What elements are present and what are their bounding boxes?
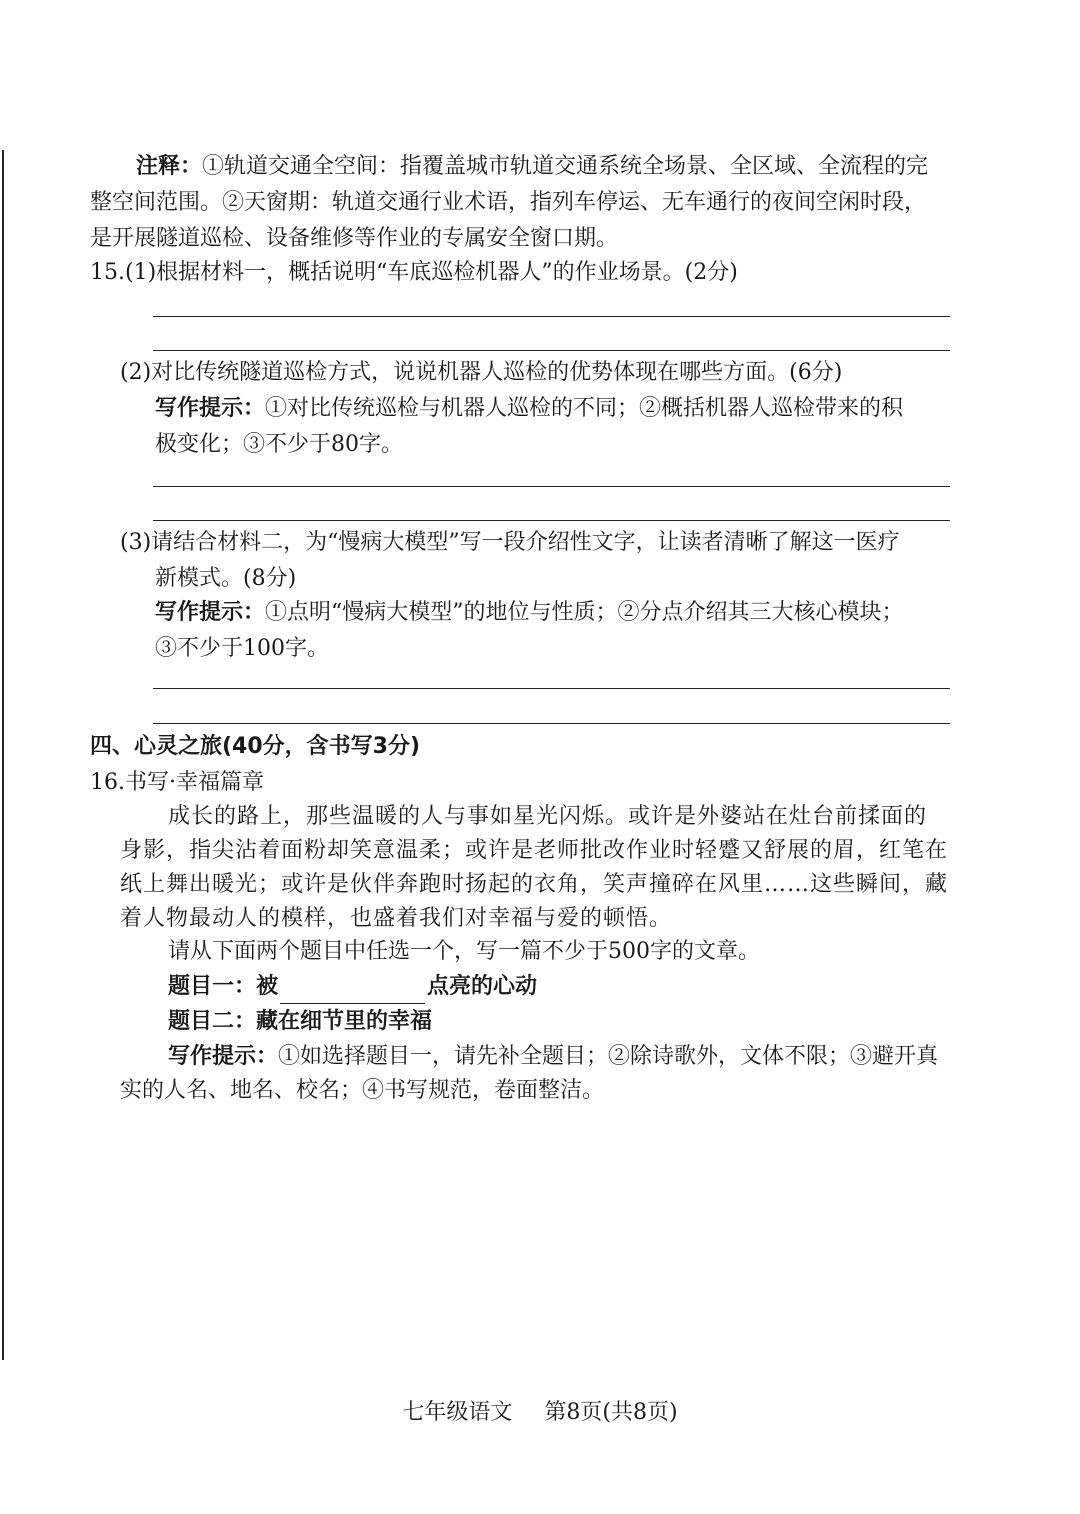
q15-part2-hint-text-1: ①对比传统巡检与机器人巡检的不同；②概括机器人巡检带来的积	[265, 396, 904, 421]
q16-instruction: 请从下面两个题目中任选一个，写一篇不少于500字的文章。	[168, 939, 760, 964]
answer-line[interactable]	[153, 316, 950, 317]
notes-line-3: 是开展隧道巡检、设备维修等作业的专属安全窗口期。	[90, 226, 619, 251]
q15-part2-hint-label: 写作提示：	[155, 396, 266, 421]
answer-line[interactable]	[153, 520, 950, 521]
footer-subject: 七年级语文	[402, 1400, 513, 1425]
q16-title: 16.书写·幸福篇章	[90, 770, 264, 795]
notes-line-2: 整空间范围。②天窗期：轨道交通行业术语，指列车停运、无车通行的夜间空闲时段，	[90, 190, 927, 215]
q16-hint-line-2: 实的人名、地名、校名；④书写规范，卷面整洁。	[120, 1078, 605, 1103]
topic-1-prefix: 题目一：被	[168, 974, 279, 999]
q15-part2-hint-line-1	[155, 392, 903, 426]
section-4-heading: 四、心灵之旅(40分，含书写3分)	[90, 734, 421, 759]
answer-line[interactable]	[153, 688, 950, 689]
notes-label: 注释：	[136, 154, 203, 179]
topic-1-blank[interactable]	[280, 977, 425, 1004]
q15-part3-hint-label: 写作提示：	[155, 600, 266, 625]
page-footer	[0, 1396, 1080, 1430]
q16-topic-1	[168, 970, 537, 1004]
q15-part3-hint-text-1: ①点明“慢病大模型”的地位与性质；②分点介绍其三大核心模块；	[265, 600, 904, 625]
q15-part3-hint-line-1	[155, 596, 904, 630]
topic-1-suffix: 点亮的心动	[427, 974, 538, 999]
passage-line-3: 纸上舞出暖光；或许是伙伴奔跑时扬起的衣角，笑声撞碎在风里……这些瞬间，藏	[120, 872, 949, 897]
passage-line-2: 身影，指尖沾着面粉却笑意温柔；或许是老师批改作业时轻蹙又舒展的眉，红笔在	[120, 838, 949, 863]
q15-part1-prompt: 15.(1)根据材料一，概括说明“车底巡检机器人”的作业场景。(2分)	[90, 260, 738, 285]
answer-line[interactable]	[153, 350, 950, 351]
q16-hint-label: 写作提示：	[168, 1044, 279, 1069]
q15-part3-hint-line-2: ③不少于100字。	[155, 636, 329, 661]
q15-part2-prompt: (2)对比传统隧道巡检方式，说说机器人巡检的优势体现在哪些方面。(6分)	[120, 360, 843, 385]
q15-part3-prompt-line-1: (3)请结合材料二，为“慢病大模型”写一段介绍性文字，让读者清晰了解这一医疗	[120, 530, 900, 555]
passage-line-1: 成长的路上，那些温暖的人与事如星光闪烁。或许是外婆站在灶台前揉面的	[168, 804, 928, 829]
notes-text-1: ①轨道交通全空间：指覆盖城市轨道交通系统全场景、全区域、全流程的完	[202, 154, 929, 179]
footer-page-number: 第8页(共8页)	[544, 1400, 678, 1425]
q16-hint-line-1	[168, 1040, 938, 1074]
answer-line[interactable]	[153, 723, 950, 724]
page-margin-line	[2, 150, 4, 1360]
notes-line-1	[136, 150, 928, 184]
passage-line-4: 着人物最动人的模样，也盛着我们对幸福与爱的顿悟。	[120, 906, 673, 931]
q15-part3-prompt-line-2: 新模式。(8分)	[155, 566, 297, 591]
q16-hint-text-1: ①如选择题目一，请先补全题目；②除诗歌外，文体不限；③避开真	[278, 1044, 939, 1069]
q15-part2-hint-line-2: 极变化；③不少于80字。	[155, 432, 403, 457]
answer-line[interactable]	[153, 486, 950, 487]
q16-topic-2: 题目二：藏在细节里的幸福	[168, 1009, 433, 1034]
